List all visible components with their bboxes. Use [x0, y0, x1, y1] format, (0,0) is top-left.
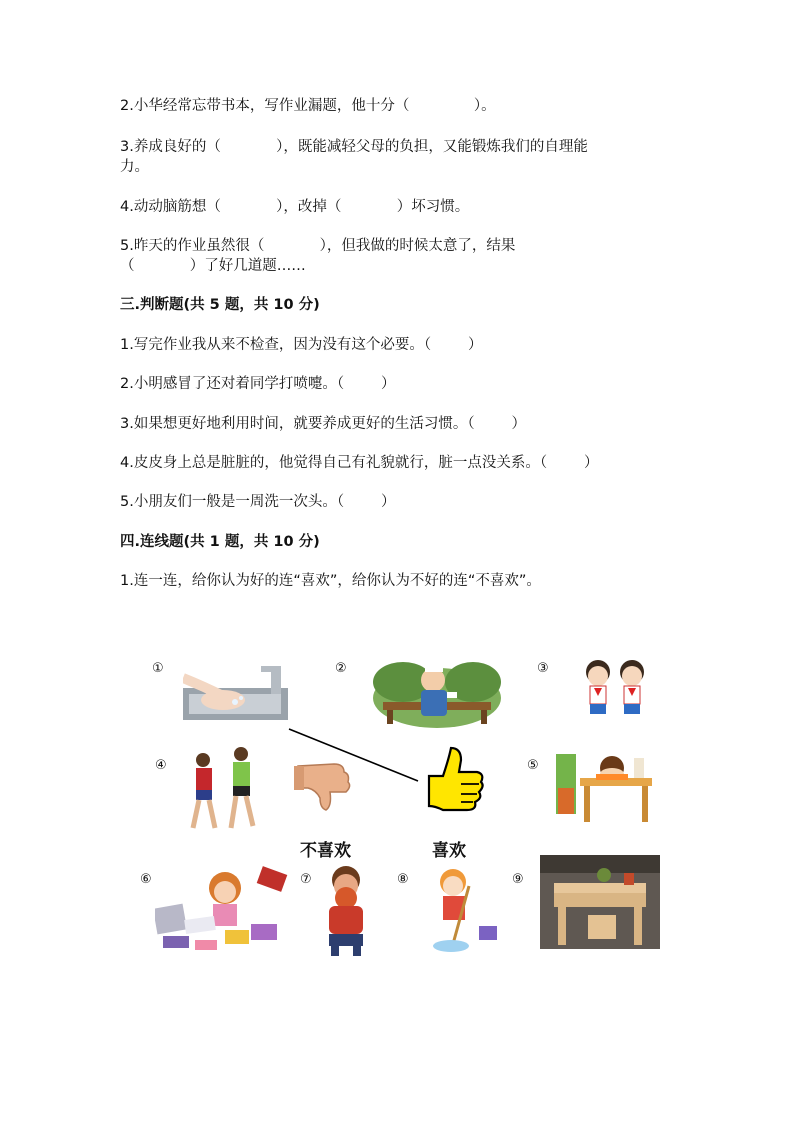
judge-section-heading: 三.判断题(共 5 题，共 10 分) — [120, 297, 320, 313]
like-label: 喜欢 — [432, 841, 466, 861]
item-number-8: ⑧ — [397, 872, 409, 887]
match-question-1: 1.连一连，给你认为好的连“喜欢”，给你认为不好的连“不喜欢”。 — [120, 573, 541, 589]
question-2: 2.小华经常忘带书本，写作业漏题，他十分（ ）。 — [120, 98, 496, 114]
kids-saluting-illustration — [576, 656, 654, 724]
question-3-line-1: 3.养成良好的（ ），既能减轻父母的负担，又能锻炼我们的自理能 — [120, 139, 588, 155]
judge-question-5: 5.小朋友们一般是一周洗一次头。（ ） — [120, 494, 396, 510]
washing-hands-illustration — [183, 658, 293, 728]
item-number-5: ⑤ — [527, 758, 539, 773]
girl-mopping-illustration — [423, 866, 503, 956]
match-section-heading: 四.连线题(共 1 题，共 10 分) — [120, 534, 320, 550]
item-number-9: ⑨ — [512, 872, 524, 887]
question-3-line-2: 力。 — [120, 159, 149, 175]
item-number-6: ⑥ — [140, 872, 152, 887]
wooden-desk-photo — [540, 855, 660, 949]
messy-room-illustration — [155, 862, 295, 954]
man-on-bench-illustration — [373, 652, 501, 728]
item-number-4: ④ — [155, 758, 167, 773]
question-5-line-2: （ ）了好几道题…… — [120, 258, 306, 274]
boy-eating-illustration — [317, 862, 375, 958]
runners-illustration — [183, 744, 263, 846]
thumbs-up-icon — [421, 744, 487, 816]
question-4: 4.动动脑筋想（ ），改掉（ ）坏习惯。 — [120, 199, 470, 215]
item-number-1: ① — [152, 661, 164, 676]
child-at-desk-illustration — [556, 744, 656, 824]
judge-question-3: 3.如果想更好地利用时间，就要养成更好的生活习惯。（ ） — [120, 416, 526, 432]
judge-question-4: 4.皮皮身上总是脏脏的，他觉得自己有礼貌就行，脏一点没关系。（ ） — [120, 455, 599, 471]
question-5-line-1: 5.昨天的作业虽然很（ ），但我做的时候太意了，结果 — [120, 238, 516, 254]
dislike-label: 不喜欢 — [300, 841, 351, 861]
judge-question-2: 2.小明感冒了还对着同学打喷嚏。（ ） — [120, 376, 396, 392]
item-number-3: ③ — [537, 661, 549, 676]
thumbs-down-icon — [294, 758, 354, 812]
judge-question-1: 1.写完作业我从来不检查，因为没有这个必要。（ ） — [120, 337, 483, 353]
item-number-7: ⑦ — [300, 872, 312, 887]
item-number-2: ② — [335, 661, 347, 676]
